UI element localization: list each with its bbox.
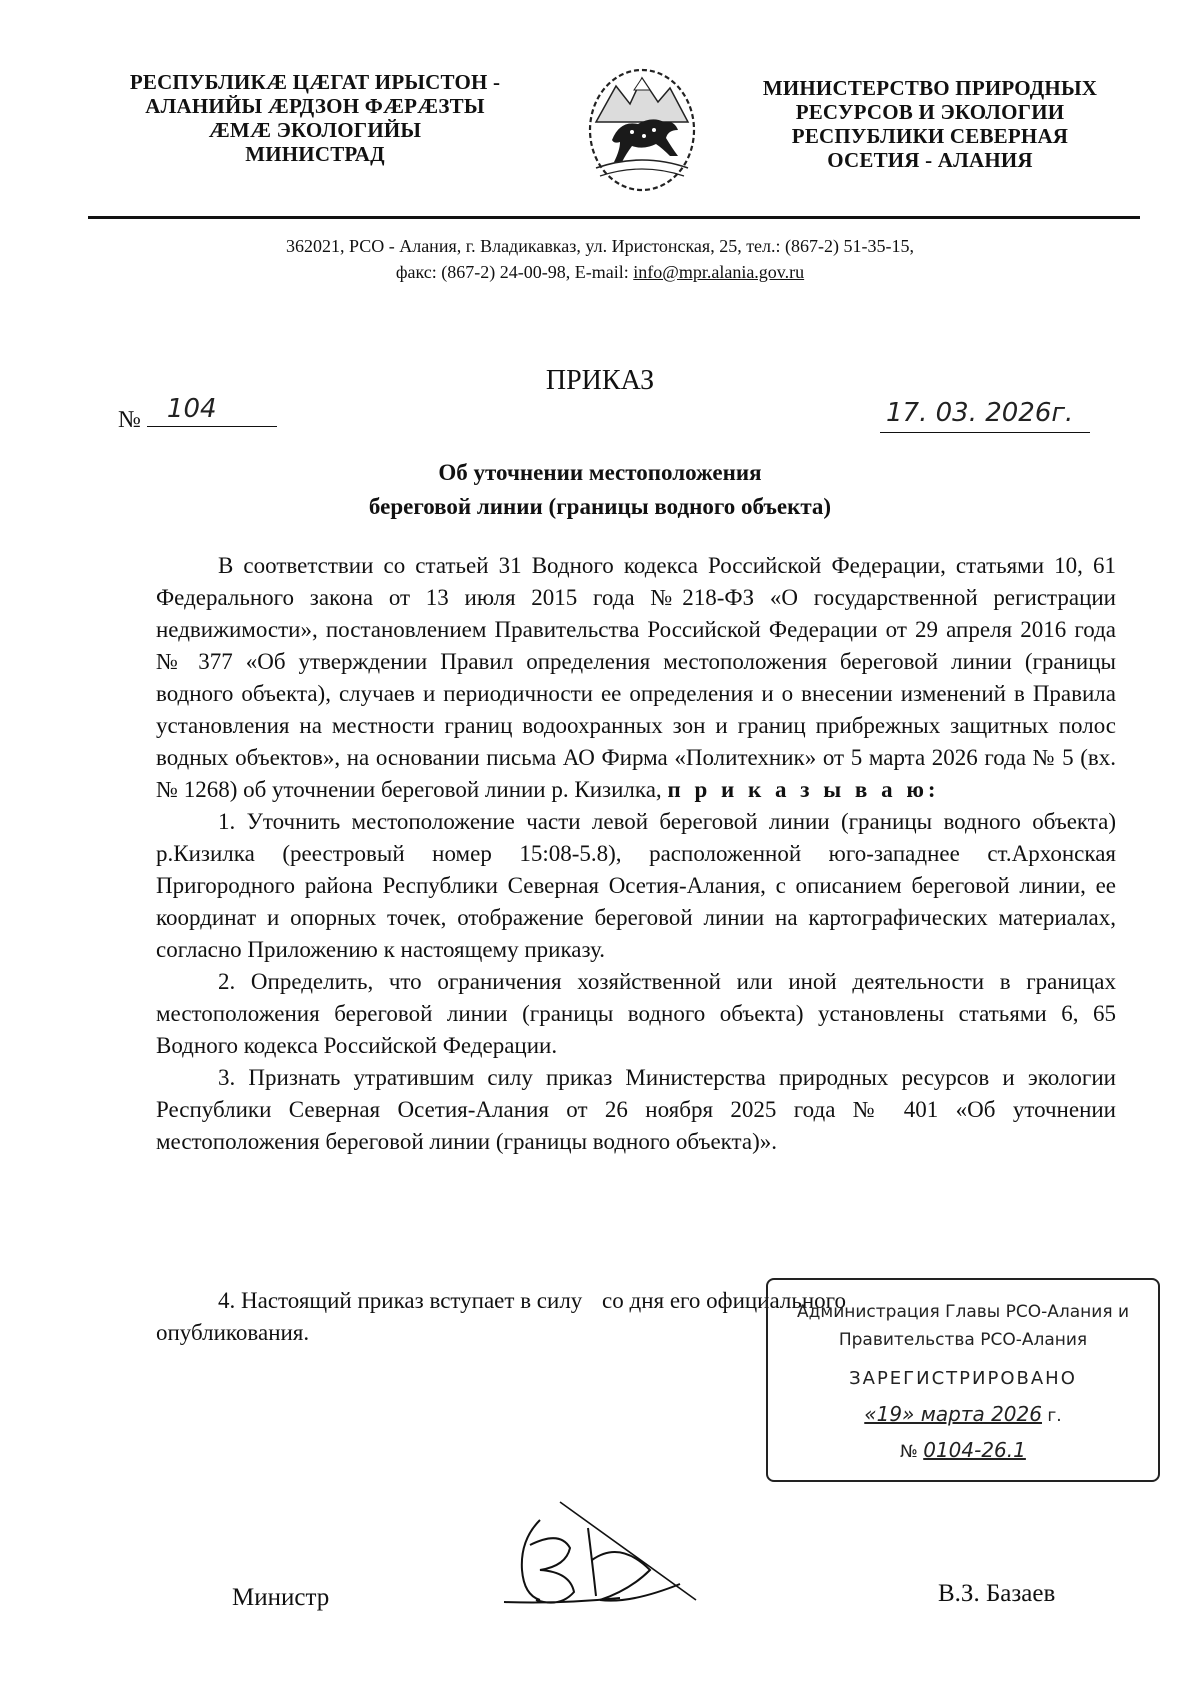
header-left-line: РЕСПУБЛИКÆ ЦÆГАТ ИРЫСТОН - <box>129 70 501 94</box>
order-item-1: 1. Уточнить местоположение части левой береговой линии (границы водного объекта) р.Кизилка (реестровый номер 15:08-5.8), расположенной юго-западнее ст.Архонская Пригородного района Республики Северная Осетия-Алания, с описанием береговой линии, ее координат и опорных точек, отображение береговой линии на картографических материалах, согласно Приложению к настоящему приказу. <box>156 809 1116 962</box>
stamp-number <box>768 1438 1158 1462</box>
order-number-value: 104 <box>166 394 217 424</box>
signatory-name: В.З. Базаев <box>938 1580 1056 1607</box>
header-left-line: МИНИСТРАД <box>245 142 385 166</box>
stamp-date-suffix: г. <box>1047 1406 1062 1426</box>
header-right-line: РЕСУРСОВ И ЭКОЛОГИИ <box>795 100 1065 124</box>
stamp-number-value: 0104-26.1 <box>923 1438 1026 1462</box>
stamp-number-label: № <box>900 1442 918 1462</box>
header-right-russian <box>730 76 1130 172</box>
header-right-line: МИНИСТЕРСТВО ПРИРОДНЫХ <box>762 76 1098 100</box>
header-left-ossetian <box>100 70 530 166</box>
document-title: ПРИКАЗ <box>545 365 655 396</box>
order-date-field <box>880 400 1090 433</box>
subject-line: береговой линии (границы водного объекта) <box>368 494 832 519</box>
preamble-paragraph <box>156 550 1116 806</box>
header-left-line: АЛАНИЙЫ ÆРДЗОН ФÆРÆЗТЫ <box>145 94 485 118</box>
order-item-4-end: со дня его официального <box>602 1288 847 1313</box>
document-body <box>156 550 1116 1158</box>
order-number-field <box>147 394 277 427</box>
order-number-label: № <box>118 407 141 433</box>
order-item-4-line2: опубликования. <box>156 1320 310 1345</box>
stamp-authority-line: Правительства РСО-Алания <box>838 1330 1088 1350</box>
preamble-text: В соответствии со статьей 31 Водного кодекса Российской Федерации, статьями 10, 61 Федерального закона от 13 июля 2015 года №218-ФЗ «О государственной регистрации недвижимости», постановлением Правительства Российской Федерации от 29 апреля 2016 года № 377 «Об утверждении Правил определения местоположения береговой линии (границы водного объекта), случаев и периодичности ее определения и о внесении изменений в Правила установления на местности границ водоохранных зон и границ прибрежных защитных полос водных объектов», на основании письма АО Фирма «Политехник» от 5 марта 2026 года № 5 (вх. № 1268) об уточнении береговой линии р. Кизилка, <box>156 553 1116 802</box>
contact-line <box>0 262 1200 283</box>
stamp-date <box>768 1402 1158 1426</box>
order-item-3: 3. Признать утратившим силу приказ Министерства природных ресурсов и экологии Республики Северная Осетия-Алания от 26 ноября 2025 года № 401 «Об уточнении местоположения береговой линии (границы водного объекта)». <box>156 1065 1116 1154</box>
order-keyword: п р и к а з ы в а ю: <box>667 777 940 802</box>
header-divider <box>88 216 1140 219</box>
email-link[interactable]: info@mpr.alania.gov.ru <box>633 262 805 282</box>
fax-text: факс: (867-2) 24-00-98, E-mail: <box>395 262 634 282</box>
signatory-title: Министр <box>232 1584 330 1611</box>
stamp-date-value: «19» марта 2026 <box>864 1402 1042 1426</box>
address-line: 362021, РСО - Алания, г. Владикавказ, ул. Иристонская, 25, тел.: (867-2) 51-35-15, <box>285 236 914 256</box>
subject-line: Об уточнении местоположения <box>438 460 762 485</box>
coat-of-arms-snow-leopard-icon <box>582 64 702 194</box>
header-right-line: ОСЕТИЯ - АЛАНИЯ <box>827 148 1033 172</box>
order-date-value: 17. 03. 2026г. <box>886 398 1074 428</box>
handwritten-signature-icon <box>500 1500 700 1620</box>
stamp-authority-line: Администрация Главы РСО-Алания и <box>796 1302 1129 1322</box>
order-item-4-start: 4. Настоящий приказ вступает в силу <box>218 1288 583 1313</box>
header-left-line: ÆМÆ ЭКОЛОГИЙЫ <box>208 118 422 142</box>
stamp-registered-label: ЗАРЕГИСТРИРОВАНО <box>849 1368 1077 1389</box>
order-number <box>118 394 277 434</box>
order-item-2: 2. Определить, что ограничения хозяйственной или иной деятельности в границах местоположения береговой линии (границы водного объекта) установлены статьями 6, 65 Водного кодекса Российской Федерации. <box>156 969 1116 1058</box>
registration-stamp <box>766 1278 1160 1482</box>
header-right-line: РЕСПУБЛИКИ СЕВЕРНАЯ <box>791 124 1069 148</box>
